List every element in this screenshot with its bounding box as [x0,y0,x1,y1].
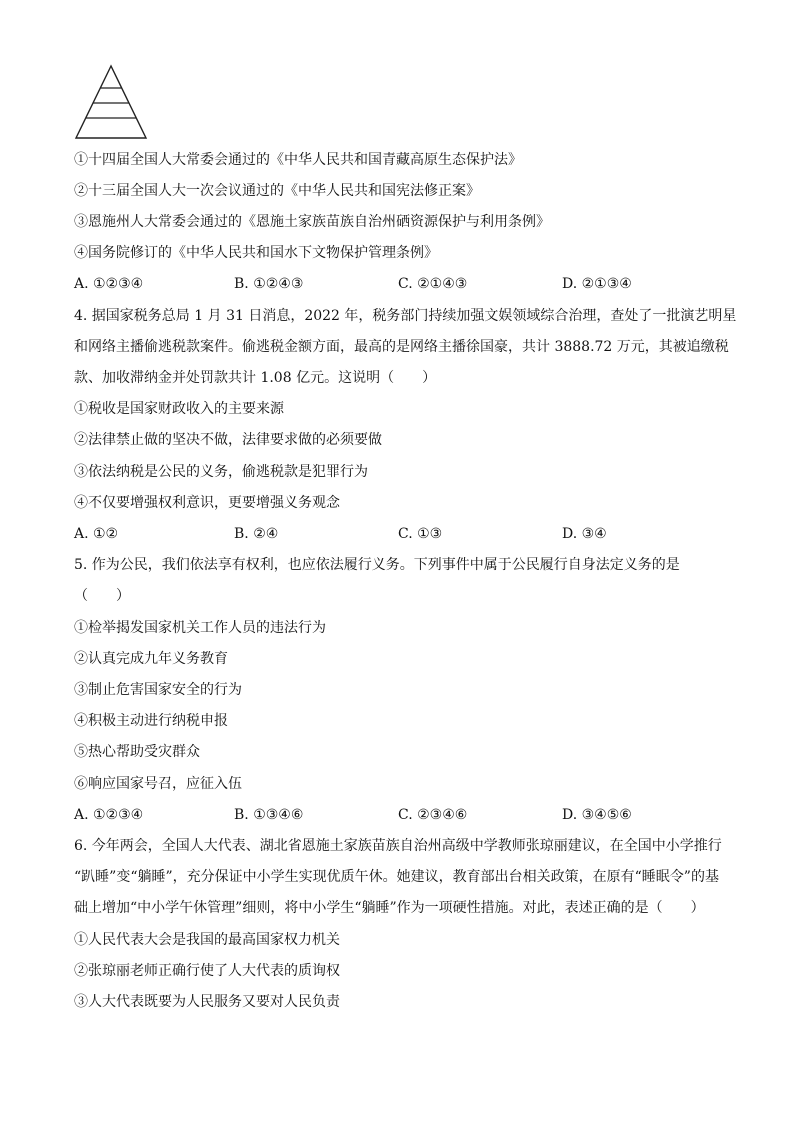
q4-item-1: ①税收是国家财政收入的主要来源 [74,401,284,417]
q6-item-1: ①人民代表大会是我国的最高国家权力机关 [74,932,340,948]
q4-option-d[interactable]: D. ③④ [562,526,607,542]
q3-item-4: ④国务院修订的《中华人民共和国水下文物保护管理条例》 [74,245,438,261]
q3-item-3: ③恩施州人大常委会通过的《恩施土家族苗族自治州硒资源保护与利用条例》 [74,214,550,230]
q3-options [74,274,714,294]
q5-options [74,805,714,825]
q3-item-1: ①十四届全国人大常委会通过的《中华人民共和国青藏高原生态保护法》 [74,152,522,168]
q3-option-c[interactable]: C. ②①④③ [398,276,468,292]
q3-option-b[interactable]: B. ①②④③ [234,276,304,292]
q3-option-d[interactable]: D. ②①③④ [562,276,632,292]
q4-item-2: ②法律禁止做的坚决不做，法律要求做的必须要做 [74,432,382,448]
q4-options [74,524,714,544]
q4-stem-line-1: 4. 据国家税务总局 1 月 31 日消息，2022 年，税务部门持续加强文娱领域综合治理，查处了一批演艺明星 [74,308,737,324]
q5-item-3: ③制止危害国家安全的行为 [74,682,242,698]
q3-item-2: ②十三届全国人大一次会议通过的《中华人民共和国宪法修正案》 [74,183,480,199]
q5-item-1: ①检举揭发国家机关工作人员的违法行为 [74,620,326,636]
q5-option-b[interactable]: B. ①③④⑥ [234,807,304,823]
q4-option-b[interactable]: B. ②④ [234,526,279,542]
q4-item-4: ④不仅要增强权利意识，更要增强义务观念 [74,495,340,511]
pyramid-diagram [74,64,148,140]
q5-option-c[interactable]: C. ②③④⑥ [398,807,468,823]
q5-item-5: ⑤热心帮助受灾群众 [74,744,200,760]
q4-item-3: ③依法纳税是公民的义务，偷逃税款是犯罪行为 [74,464,368,480]
q5-item-4: ④积极主动进行纳税申报 [74,713,228,729]
q5-option-d[interactable]: D. ③④⑤⑥ [562,807,632,823]
q6-item-3: ③人大代表既要为人民服务又要对人民负责 [74,994,340,1010]
q4-option-a[interactable]: A. ①② [74,526,119,542]
q6-item-2: ②张琼丽老师正确行使了人大代表的质询权 [74,963,340,979]
q6-stem-line-2: “趴睡”变“躺睡”，充分保证中小学生实现优质午休。她建议，教育部出台相关政策，在原有“睡眠令”的基 [74,869,719,885]
q5-option-a[interactable]: A. ①②③④ [74,807,144,823]
q4-stem-line-3: 款、加收滞纳金并处罚款共计 1.08 亿元。这说明（ ） [74,370,437,386]
q6-stem-line-1: 6. 今年两会，全国人大代表、湖北省恩施土家族苗族自治州高级中学教师张琼丽建议，在全国中小学推行 [74,838,722,854]
q5-item-2: ②认真完成九年义务教育 [74,651,228,667]
q4-option-c[interactable]: C. ①③ [398,526,443,542]
q6-stem-line-3: 础上增加“中小学午休管理”细则，将中小学生“躺睡”作为一项硬性措施。对此，表述正确的是（ ） [74,900,705,916]
q5-stem-line-2: （ ） [74,588,130,604]
q3-option-a[interactable]: A. ①②③④ [74,276,144,292]
q5-stem-line-1: 5. 作为公民，我们依法享有权利，也应依法履行义务。下列事件中属于公民履行自身法定义务的是 [74,557,680,573]
q5-item-6: ⑥响应国家号召，应征入伍 [74,776,242,792]
q4-stem-line-2: 和网络主播偷逃税款案件。偷逃税金额方面，最高的是网络主播徐国豪，共计 3888.72 万元，其被追缴税 [74,339,729,355]
